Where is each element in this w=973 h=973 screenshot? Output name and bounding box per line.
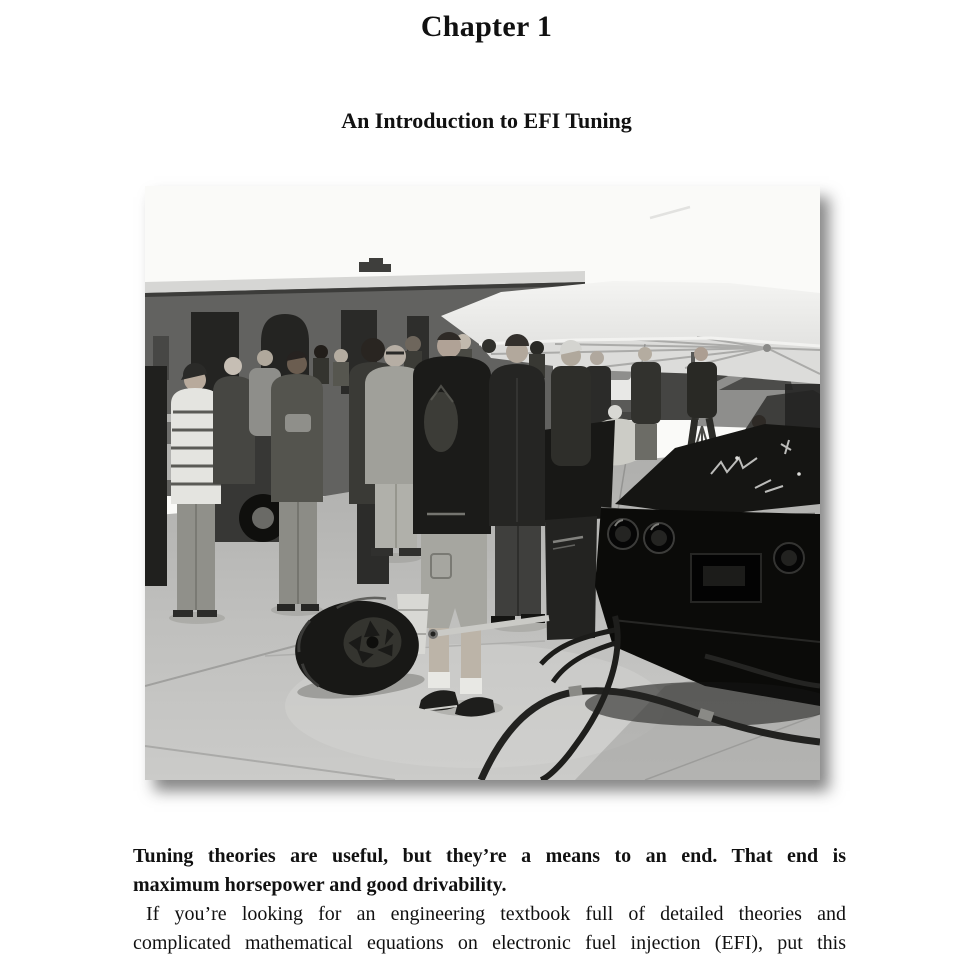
chapter-heading: Chapter 1 bbox=[420, 10, 553, 43]
body-paragraph bbox=[133, 900, 846, 958]
lead-line-2: maximum horsepower and good drivability. bbox=[133, 874, 507, 896]
body-line-2: complicated mathematical equations on electronic fuel injection (EFI), put this bbox=[133, 932, 846, 954]
lead-paragraph bbox=[133, 842, 846, 900]
lead-line-1: Tuning theories are useful, but they’re a means to an end. That end is bbox=[133, 845, 846, 867]
body-text bbox=[133, 842, 846, 958]
body-line-1: If you’re looking for an engineering textbook full of detailed theories and bbox=[146, 903, 846, 925]
dark-shirt-man bbox=[489, 334, 545, 625]
photo-illustration bbox=[145, 186, 820, 780]
section-title: An Introduction to EFI Tuning bbox=[341, 108, 632, 133]
chapter-photo bbox=[145, 186, 820, 780]
